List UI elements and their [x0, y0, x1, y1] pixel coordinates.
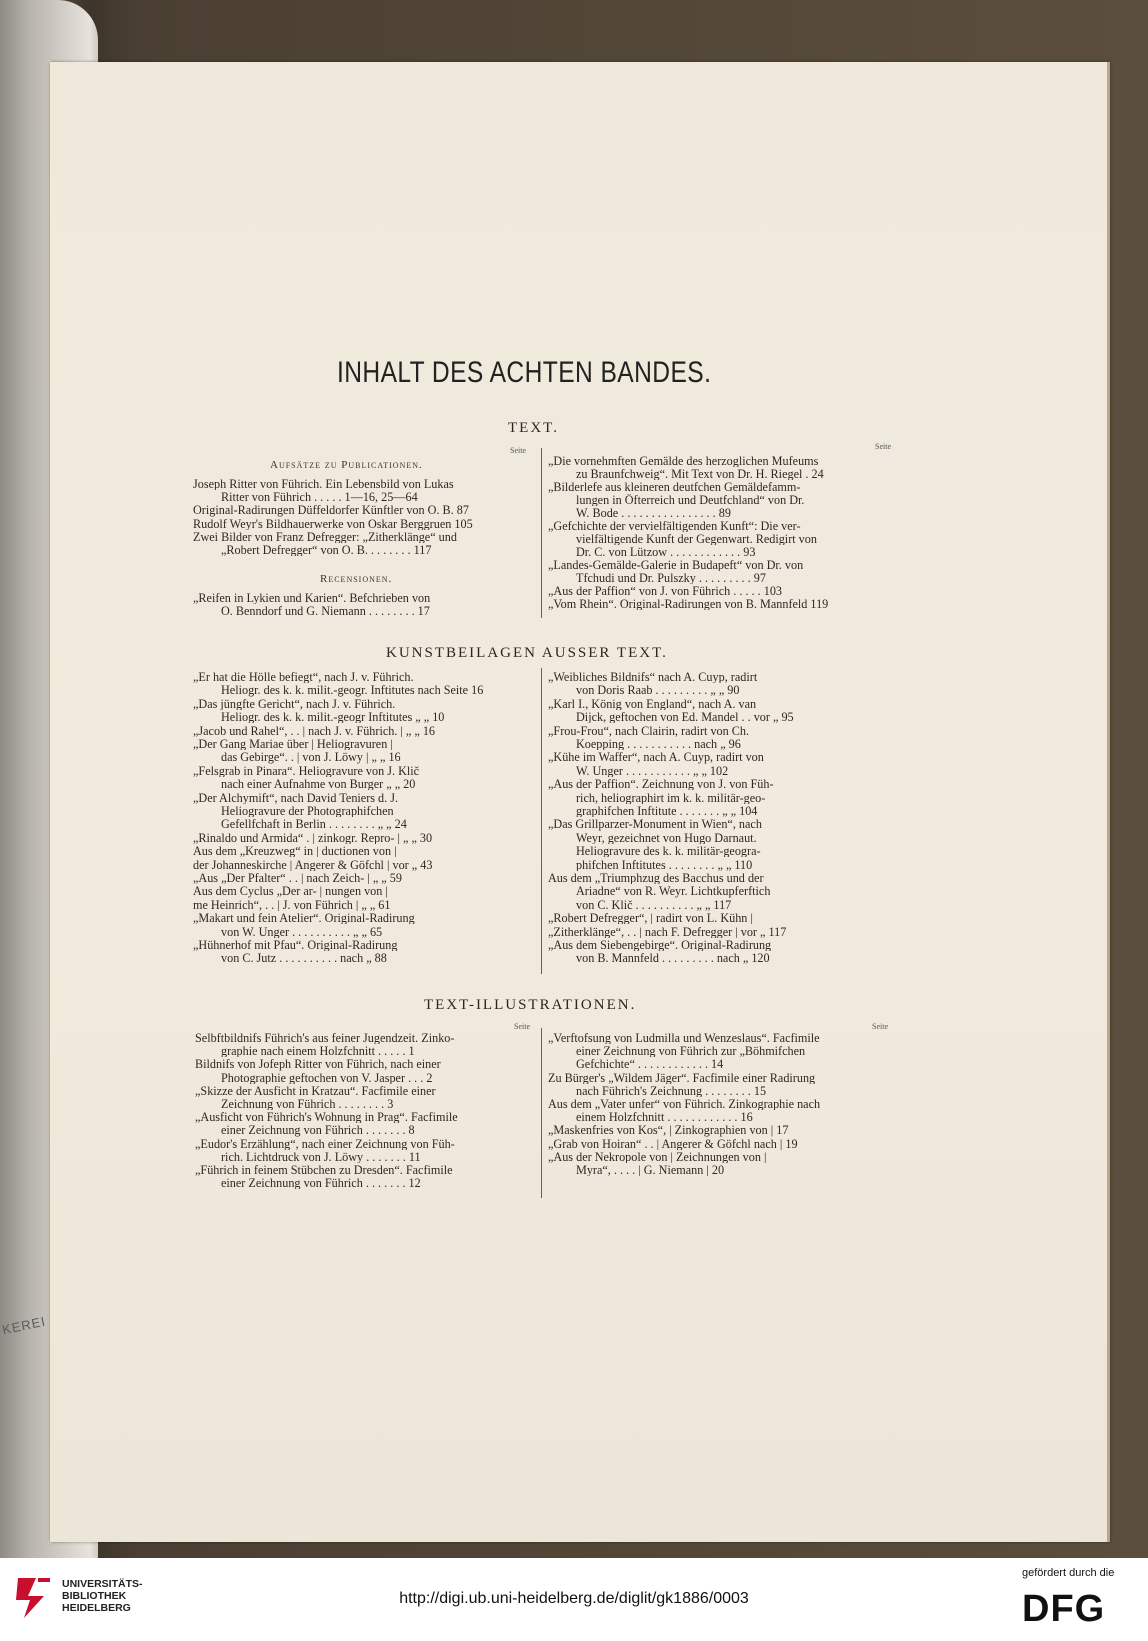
- entry-line: von Doris Raab . . . . . . . . . „ „ 90: [576, 684, 740, 697]
- entry-line: „Karl I., König von England“, nach A. van: [548, 697, 757, 710]
- entry-line: Gefchichte“ . . . . . . . . . . . . 14: [576, 1058, 724, 1071]
- entry-line: „Das Grillparzer-Monument in Wien“, nach: [548, 818, 762, 831]
- entry-line: Original-Radirungen Düffeldorfer Künftler von O. B. 87: [193, 504, 469, 517]
- entry-line: Zu Bürger's „Wildem Jäger“. Facfimile einer Radirung: [548, 1071, 816, 1084]
- seite-label: Seite: [510, 446, 526, 455]
- entry-line: „Jacob und Rahel“, . . | nach J. v. Führich. | „ „ 16: [193, 724, 436, 737]
- seite-label: Seite: [872, 1022, 888, 1031]
- entry-line: „Hühnerhof mit Pfau“. Original-Radirung: [193, 939, 398, 952]
- section-illus-heading: TEXT-ILLUSTRATIONEN.: [424, 997, 637, 1013]
- entry-line: Joseph Ritter von Führich. Ein Lebensbild von Lukas: [193, 478, 454, 491]
- entry-line: „Vom Rhein“. Original-Radirungen von B. Mannfeld 119: [548, 598, 829, 611]
- university-name: UNIVERSITÄTS- BIBLIOTHEK HEIDELBERG: [62, 1578, 143, 1614]
- entry-line: „Aus der Nekropole von | Zeichnungen von |: [548, 1150, 767, 1163]
- entry-line: „Er hat die Hölle befiegt“, nach J. v. Führich.: [193, 671, 414, 684]
- entry-line: Aus dem „Vater unfer“ von Führich. Zinkographie nach: [548, 1098, 821, 1111]
- entry-line: Dijck, geftochen von Ed. Mandel . . vor „ 95: [576, 711, 794, 724]
- entry-line: „Zitherklänge“, . . | nach F. Defregger | vor „ 117: [548, 925, 787, 938]
- dfg-logo: DFG: [1022, 1588, 1106, 1630]
- footer-url[interactable]: http://digi.ub.uni-heidelberg.de/diglit/gk1886/0003: [399, 1590, 749, 1607]
- entry-line: „Rinaldo und Armida“ . | zinkogr. Repro- | „ „ 30: [193, 831, 433, 844]
- entry-line: einer Zeichnung von Führich . . . . . . . 8: [221, 1124, 415, 1137]
- entry-line: rich, heliographirt im k. k. militär-geo-: [576, 791, 766, 804]
- section-kunst-heading: KUNSTBEILAGEN AUSSER TEXT.: [386, 645, 668, 661]
- column-divider: [541, 1028, 542, 1198]
- entry-line: graphifchen Inftitute . . . . . . . „ „ 104: [576, 805, 758, 818]
- entry-line: Selbftbildnifs Führich's aus feiner Jugendzeit. Zinko-: [195, 1032, 455, 1045]
- entry-line: das Gebirge“. . | von J. Löwy | „ „ 16: [221, 751, 401, 764]
- entry-line: W. Unger . . . . . . . . . . . „ „ 102: [576, 764, 729, 777]
- entry-line: Aus dem Cyclus „Der ar- | nungen von |: [193, 885, 388, 898]
- entry-line: „Kühe im Waffer“, nach A. Cuyp, radirt von: [548, 751, 764, 764]
- entry-line: Zwei Bilder von Franz Defregger: „Zitherklänge“ und: [193, 530, 457, 543]
- entry-line: Ritter von Führich . . . . . 1—16, 25—64: [221, 491, 418, 504]
- entry-line: nach einer Aufnahme von Burger „ „ 20: [221, 778, 416, 791]
- page-title: INHALT DES ACHTEN BANDES.: [337, 356, 712, 389]
- entry-line: „Frou-Frou“, nach Clairin, radirt von Ch.: [548, 724, 750, 737]
- entry-line: „Landes-Gemälde-Galerie in Budapeft“ von Dr. von: [548, 559, 804, 572]
- entry-line: „Maskenfries von Kos“, | Zinkographien von | 17: [548, 1124, 789, 1137]
- entry-line: „Weibliches Bildnifs“ nach A. Cuyp, radirt: [548, 671, 758, 684]
- entry-line: „Gefchichte der vervielfältigenden Kunft“: Die ver-: [548, 520, 801, 533]
- entry-line: „Bilderlefe aus kleineren deutfchen Gemäldefamm-: [548, 481, 801, 494]
- entry-line: Bildnifs von Jofeph Ritter von Führich, nach einer: [195, 1058, 441, 1071]
- entry-line: Ariadne“ von R. Weyr. Lichtkupferftich: [576, 885, 771, 898]
- entry-line: einer Zeichnung von Führich zur „Böhmifchen: [576, 1045, 806, 1058]
- entry-line: Dr. C. von Lützow . . . . . . . . . . . . 93: [576, 546, 756, 559]
- entry-line: „Führich in feinem Stübchen zu Dresden“. Facfimile: [195, 1164, 453, 1177]
- entry-line: Aus dem „Kreuzweg“ in | ductionen von |: [193, 845, 397, 858]
- entry-line: „Der Gang Mariae über | Heliogravuren |: [193, 738, 393, 751]
- column-divider: [541, 448, 542, 618]
- entry-line: „Eudor's Erzählung“, nach einer Zeichnung von Füh-: [195, 1137, 455, 1150]
- entry-line: zu Braunfchweig“. Mit Text von Dr. H. Riegel . 24: [576, 468, 824, 481]
- entry-line: „Ausficht von Führich's Wohnung in Prag“. Facfimile: [195, 1111, 458, 1124]
- entry-line: „Das jüngfte Gericht“, nach J. v. Führich.: [193, 697, 396, 710]
- entry-line: „Felsgrab in Pinara“. Heliogravure von J. Klič: [193, 764, 420, 777]
- seite-label: Seite: [514, 1022, 530, 1031]
- entry-line: „Aus dem Siebengebirge“. Original-Radirung: [548, 939, 772, 952]
- section-text-heading: TEXT.: [508, 420, 559, 436]
- entry-line: lungen in Öfterreich und Deutfchland“ von Dr.: [576, 494, 805, 507]
- entry-line: Heliogravure der Photographifchen: [221, 805, 394, 818]
- entry-line: nach Führich's Zeichnung . . . . . . . . 15: [576, 1084, 767, 1097]
- entry-line: von C. Jutz . . . . . . . . . . nach „ 88: [221, 952, 387, 965]
- entry-line: „Grab von Hoiran“ . . | Angerer & Göfchl nach | 19: [548, 1137, 798, 1150]
- entry-line: graphie nach einem Holzfchnitt . . . . . 1: [221, 1045, 415, 1058]
- aufsaetze-heading: Aufsätze zu Publicationen.: [270, 459, 423, 471]
- entry-line: Aus dem „Triumphzug des Bacchus und der: [548, 872, 764, 885]
- entry-line: „Der Alchymift“, nach David Teniers d. J.: [193, 791, 399, 804]
- entry-line: „Verftofsung von Ludmilla und Wenzeslaus“. Facfimile: [548, 1032, 820, 1045]
- entry-line: me Heinrich“, . . | J. von Führich | „ „ 61: [193, 898, 391, 911]
- entry-line: Zeichnung von Führich . . . . . . . . 3: [221, 1098, 394, 1111]
- entry-line: phifchen Inftitutes . . . . . . . . „ „ 110: [576, 858, 753, 871]
- entry-line: Rudolf Weyr's Bildhauerwerke von Oskar Berggruen 105: [193, 517, 473, 530]
- entry-line: Heliogr. des k. k. milit.-geogr Inftitutes „ „ 10: [221, 711, 445, 724]
- entry-line: Photographie geftochen von V. Jasper . . . 2: [221, 1071, 433, 1084]
- entry-line: Myra“, . . . . | G. Niemann | 20: [576, 1164, 725, 1177]
- funding-label: gefördert durch die: [1022, 1567, 1115, 1579]
- entry-line: „Reifen in Lykien und Karien“. Befchrieben von: [193, 592, 431, 605]
- entry-line: Koepping . . . . . . . . . . . nach „ 96: [576, 738, 741, 751]
- column-divider: [541, 668, 542, 974]
- entry-line: W. Bode . . . . . . . . . . . . . . . . 89: [576, 507, 731, 520]
- entry-line: einer Zeichnung von Führich . . . . . . . 12: [221, 1177, 421, 1190]
- entry-line: von B. Mannfeld . . . . . . . . . nach „ 120: [576, 952, 770, 965]
- entry-line: Gefellfchaft in Berlin . . . . . . . . „ „ 24: [221, 818, 407, 831]
- entry-line: „Aus der Paffion“. Zeichnung von J. von Füh-: [548, 778, 774, 791]
- entry-line: „Makart und fein Atelier“. Original-Radirung: [193, 912, 415, 925]
- entry-line: Tfchudi und Dr. Pulszky . . . . . . . . . 97: [576, 572, 766, 585]
- entry-line: „Aus der Paffion“ von J. von Führich . . . . . 103: [548, 585, 783, 598]
- entry-line: von C. Klič . . . . . . . . . . „ „ 117: [576, 898, 732, 911]
- entry-line: der Johanneskirche | Angerer & Göfchl | vor „ 43: [193, 858, 433, 871]
- entry-line: Weyr, gezeichnet von Hugo Darnaut.: [576, 831, 757, 844]
- entry-line: von W. Unger . . . . . . . . . . „ „ 65: [221, 925, 383, 938]
- entry-line: „Robert Defregger“, | radirt von L. Kühn |: [548, 912, 753, 925]
- entry-line: vielfältigende Kunft der Gegenwart. Redigirt von: [576, 533, 817, 546]
- entry-line: rich. Lichtdruck von J. Löwy . . . . . . . 11: [221, 1150, 421, 1163]
- entry-line: einem Holzfchnitt . . . . . . . . . . . . 16: [576, 1111, 753, 1124]
- entry-line: „Die vornehmften Gemälde des herzoglichen Mufeums: [548, 455, 819, 468]
- left-page-text: KEREI: [0, 1313, 48, 1338]
- seite-label: Seite: [875, 442, 891, 451]
- entry-line: Heliogr. des k. k. milit.-geogr. Inftitutes nach Seite 16: [221, 684, 484, 697]
- entry-line: „Aus „Der Pfalter“ . . | nach Zeich- | „ „ 59: [193, 872, 402, 885]
- entry-line: „Skizze der Ausficht in Kratzau“. Facfimile einer: [195, 1084, 436, 1097]
- entry-line: O. Benndorf und G. Niemann . . . . . . . . 17: [221, 605, 430, 618]
- entry-line: Heliogravure des k. k. militär-geogra-: [576, 845, 761, 858]
- entry-line: „Robert Defregger“ von O. B. . . . . . . . 117: [221, 544, 432, 557]
- recensionen-heading: Recensionen.: [320, 573, 393, 585]
